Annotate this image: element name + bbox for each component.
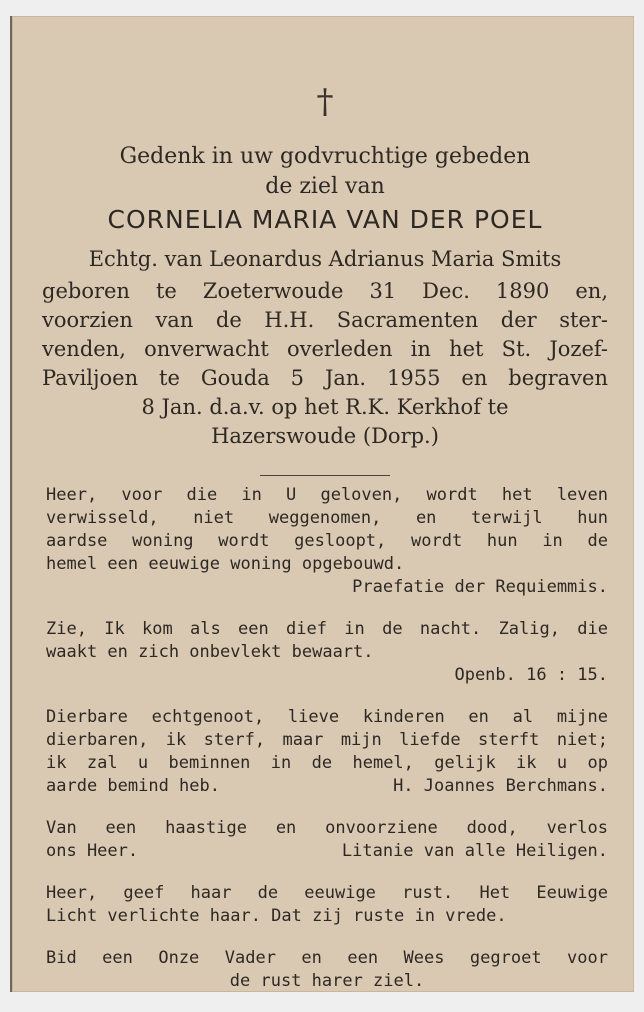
- memorial-card: [10, 16, 634, 992]
- bio-line: Paviljoen te Gouda 5 Jan. 1955 en begraven: [42, 366, 608, 390]
- quote-line: Dierbare echtgenoot, lieve kinderen en al mijne: [46, 707, 608, 727]
- quote-line: Heer, voor die in U geloven, wordt het leven: [46, 485, 608, 505]
- quotes: [46, 484, 608, 1012]
- quote-source: H. Joannes Berchmans.: [393, 776, 608, 796]
- card-content: [42, 16, 608, 992]
- biography: [42, 277, 608, 451]
- bio-line: geboren te Zoeterwoude 31 Dec. 1890 en,: [42, 279, 608, 303]
- intro-line-1: Gedenk in uw godvruchtige gebeden: [119, 144, 531, 169]
- quote-line: de rust harer ziel.: [229, 971, 425, 991]
- quote-block: [46, 618, 608, 687]
- quote-source: Praefatie der Requiemmis.: [352, 577, 608, 597]
- bio-line: Hazerswoude (Dorp.): [211, 424, 439, 448]
- quote-line: Heer, geef haar de eeuwige rust. Het Eeuwige: [46, 883, 608, 903]
- quote-line: Licht verlichte haar. Dat zij ruste in vrede.: [46, 906, 507, 926]
- quote-text: aarde bemind heb.: [46, 776, 220, 796]
- quote-line: aardse woning wordt gesloopt, wordt hun in de: [46, 531, 608, 551]
- quote-line: waakt en zich onbevlekt bewaart.: [46, 642, 374, 662]
- cross-icon: †: [316, 82, 334, 122]
- quote-source: Litanie van alle Heiligen.: [341, 841, 608, 861]
- quote-line: verwisseld, niet weggenomen, en terwijl hun: [46, 508, 608, 528]
- quote-line: hemel een eeuwige woning opgebouwd.: [46, 554, 405, 574]
- quote-text: ons Heer.: [46, 841, 139, 861]
- quote-source: Openb. 16 : 15.: [454, 665, 608, 685]
- prayer-request: [46, 947, 608, 993]
- quote-block: [46, 484, 608, 599]
- bio-line: voorzien van de H.H. Sacramenten der ster-: [42, 308, 608, 332]
- quote-line: [46, 775, 608, 798]
- quote-line: Van een haastige en onvoorziene dood, verlos: [46, 818, 608, 838]
- quote-line: Zie, Ik kom als een dief in de nacht. Zalig, die: [46, 619, 608, 639]
- quote-line: [46, 840, 608, 863]
- quote-line: ik zal u beminnen in de hemel, gelijk ik u op: [46, 753, 608, 773]
- quote-block: [46, 706, 608, 798]
- divider: [260, 475, 390, 476]
- intro-line-2: de ziel van: [265, 174, 385, 199]
- quote-block: [46, 817, 608, 863]
- spouse-line: Echtg. van Leonardus Adrianus Maria Smits: [88, 247, 562, 271]
- bio-line: 8 Jan. d.a.v. op het R.K. Kerkhof te: [141, 395, 509, 419]
- bio-line: venden, onverwacht overleden in het St. Jozef-: [42, 337, 608, 361]
- deceased-name: CORNELIA MARIA VAN DER POEL: [107, 205, 543, 234]
- quote-line: dierbaren, ik sterf, maar mijn liefde sterft niet;: [46, 730, 608, 750]
- quote-line: Bid een Onze Vader en een Wees gegroet voor: [46, 948, 608, 968]
- quote-block: [46, 882, 608, 928]
